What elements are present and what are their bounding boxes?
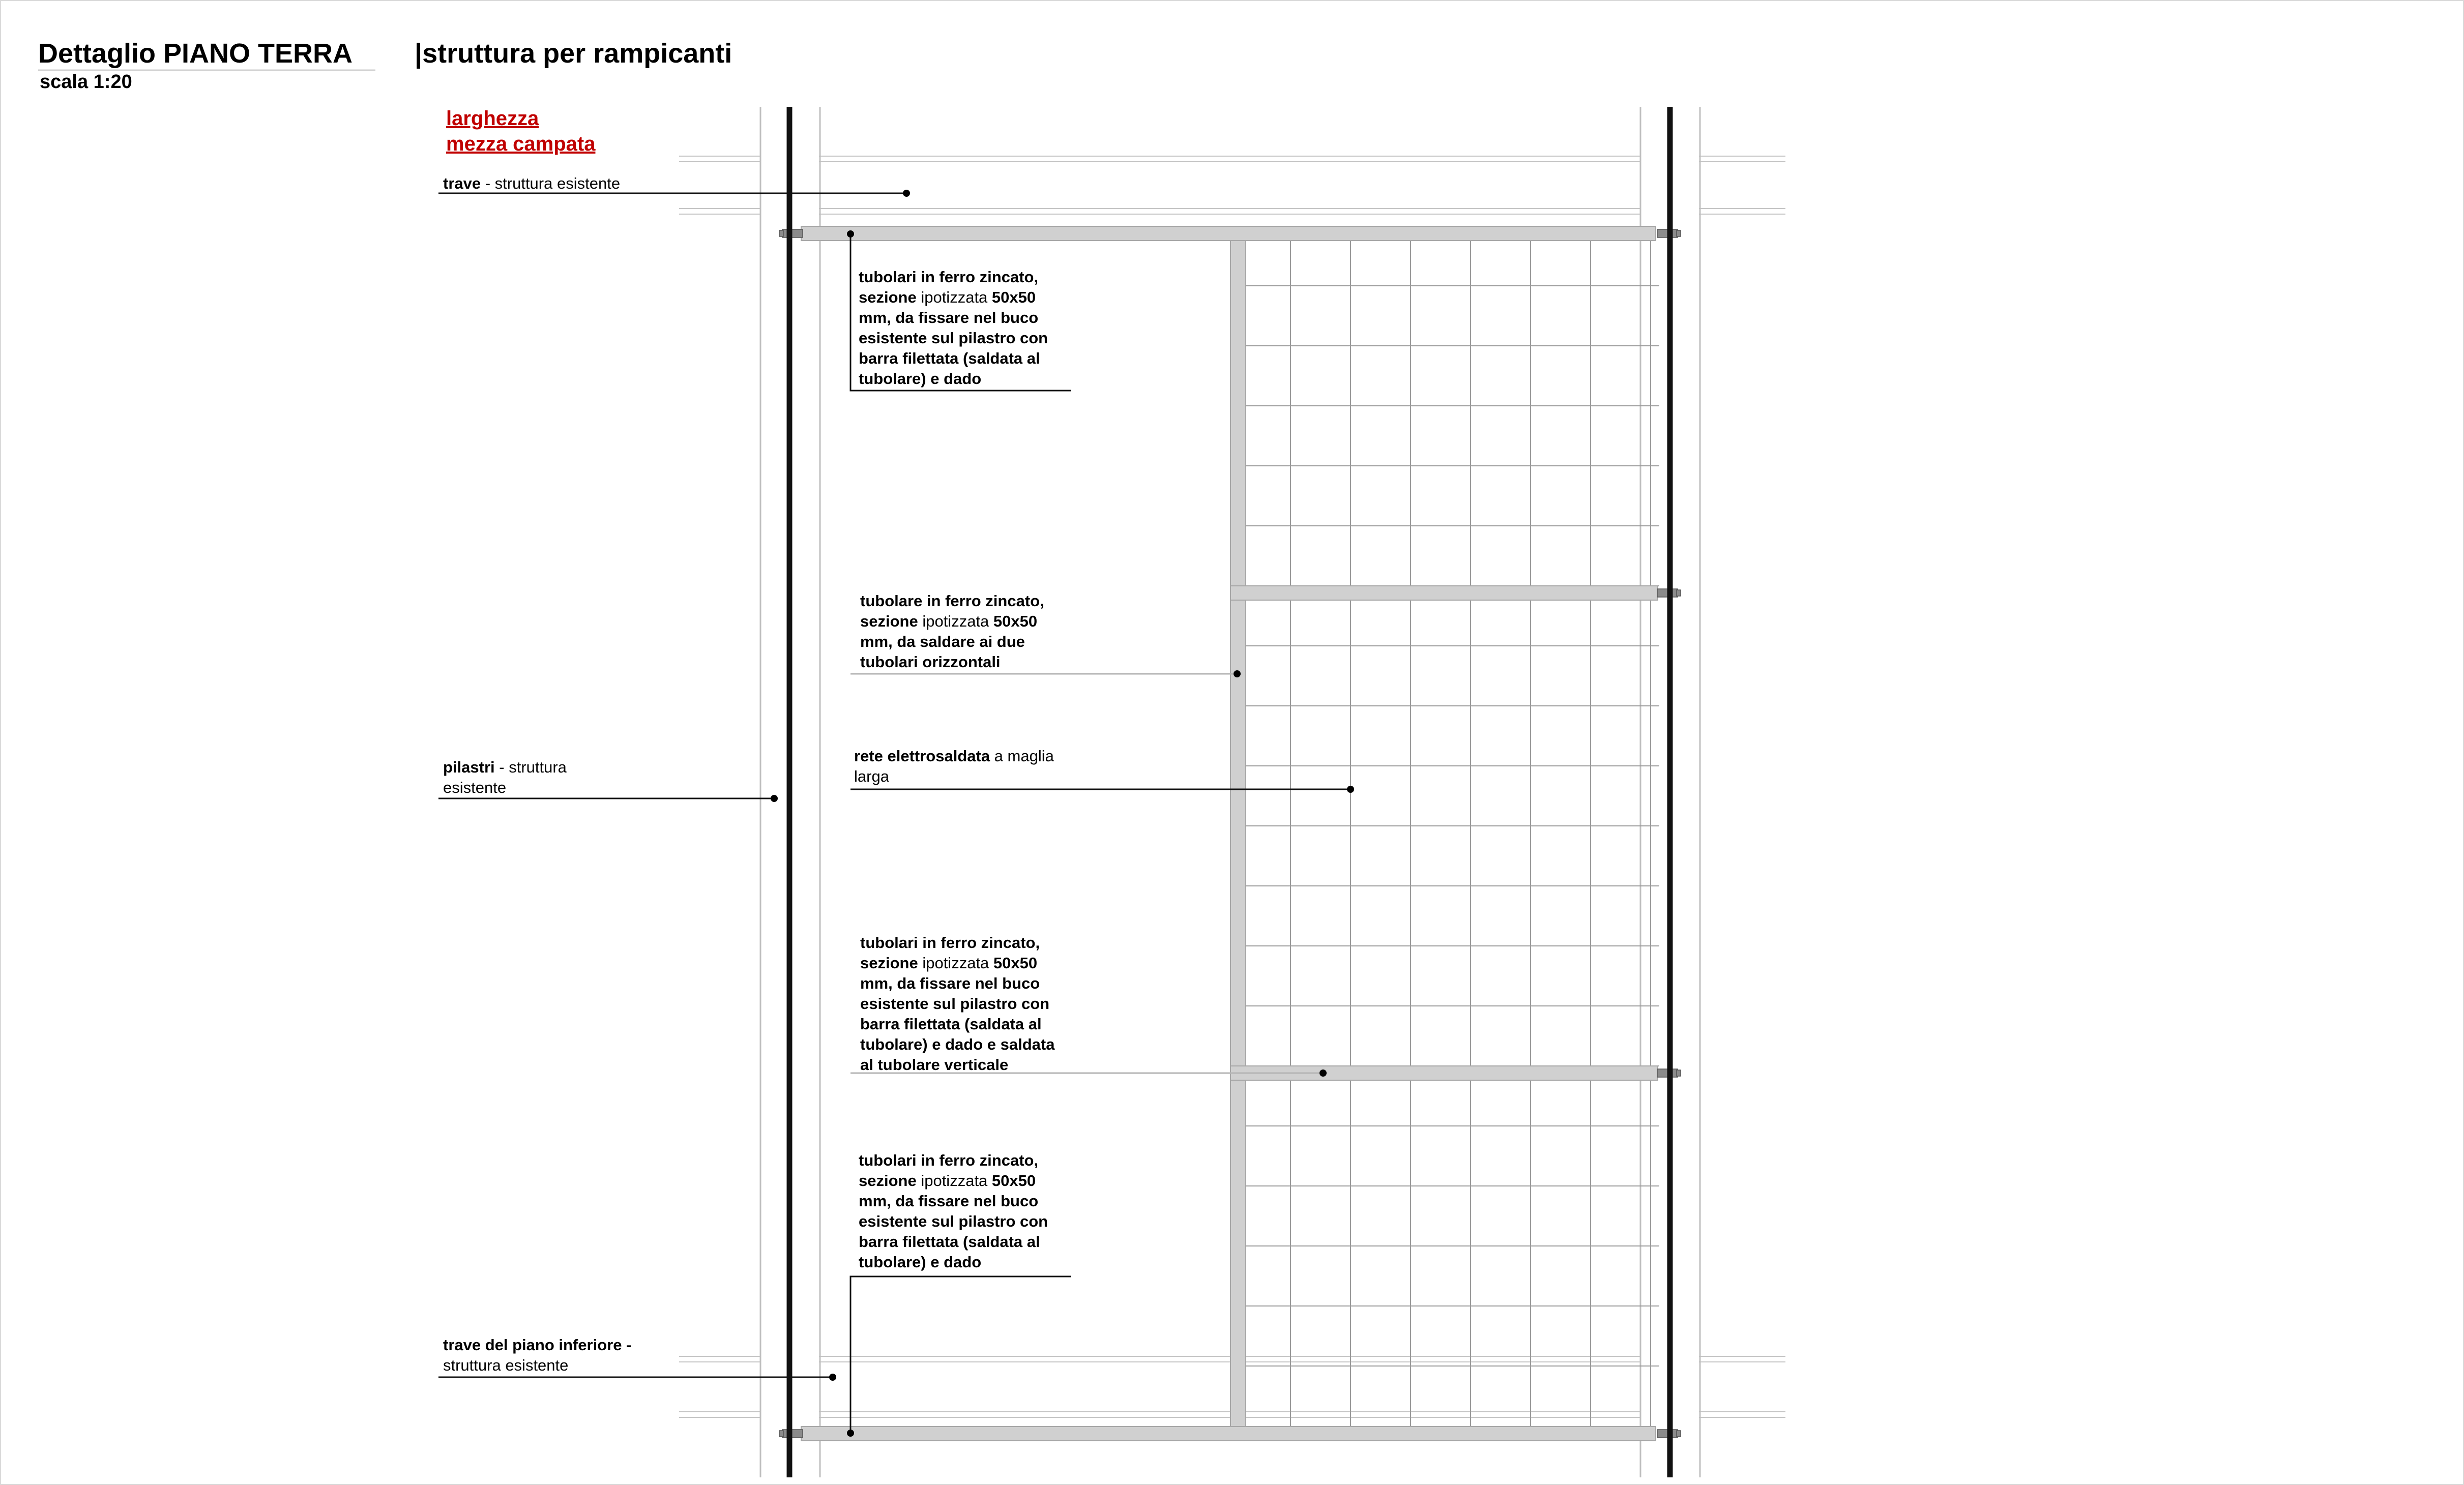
page-subtitle: |struttura per rampicanti — [415, 38, 732, 69]
note-line — [859, 1211, 1048, 1232]
note-tubolari-mid — [860, 933, 1054, 1075]
page-title: Dettaglio PIANO TERRA — [38, 38, 353, 69]
note-text: tubolare) e dado — [859, 1253, 982, 1271]
note-text: mm, da fissare nel buco — [860, 974, 1040, 992]
tube-horizontal-bottom — [801, 1427, 1656, 1441]
note-text: mm, da fissare nel buco — [859, 309, 1039, 326]
note-line — [860, 1055, 1054, 1075]
note-text: barra filettata (saldata al — [859, 1233, 1040, 1251]
note-text: tubolare) e dado e saldata — [860, 1035, 1055, 1053]
note-line — [859, 1171, 1048, 1191]
note-text: ipotizzata — [921, 288, 992, 306]
note-line — [859, 287, 1048, 308]
note-text: 50x50 — [993, 954, 1038, 972]
note-text: ipotizzata — [921, 1172, 992, 1190]
note-line — [860, 1014, 1054, 1034]
label-trave-bold: trave — [443, 174, 481, 192]
note-text: tubolare) e dado — [859, 370, 982, 388]
label-pilastri-rest: - struttura — [494, 758, 567, 776]
note-tubolari-top — [859, 267, 1048, 389]
note-line — [860, 933, 1054, 953]
label-pilastri-line2: esistente — [443, 779, 507, 796]
note-text: rete elettrosaldata — [854, 747, 990, 765]
note-text: tubolare in ferro zincato, — [860, 592, 1044, 610]
label-trave-rest: - struttura esistente — [481, 174, 621, 192]
note-text: tubolari orizzontali — [860, 653, 1001, 671]
note-text: barra filettata (saldata al — [859, 349, 1040, 367]
note-line — [860, 953, 1054, 973]
tube-horizontal-top — [801, 226, 1656, 241]
scale-label: scala 1:20 — [40, 71, 132, 93]
note-line — [859, 308, 1048, 328]
note-text: sezione — [859, 1172, 921, 1190]
note-text: barra filettata (saldata al — [860, 1015, 1042, 1033]
note-text: sezione — [859, 288, 921, 306]
note-line — [854, 766, 1054, 787]
note-text: 50x50 — [993, 612, 1038, 630]
note-text: esistente sul pilastro con — [859, 329, 1048, 347]
label-trave-inferiore — [443, 1335, 631, 1376]
span-width-line2: mezza campata — [446, 133, 596, 155]
note-line — [859, 1191, 1048, 1211]
note-line — [859, 1232, 1048, 1252]
note-text: esistente sul pilastro con — [860, 995, 1050, 1013]
note-line — [860, 973, 1054, 994]
note-line — [859, 1252, 1048, 1272]
note-text: al tubolare verticale — [860, 1056, 1009, 1074]
note-line — [860, 1034, 1054, 1055]
note-line — [860, 591, 1044, 611]
existing-beam-top — [679, 156, 1785, 214]
tube-horizontal-middle-1 — [1230, 586, 1658, 600]
note-line — [859, 348, 1048, 369]
note-tubolare-vertical — [860, 591, 1044, 672]
tube-vertical — [1230, 241, 1246, 1427]
note-text: tubolari in ferro zincato, — [859, 1151, 1039, 1169]
note-text: tubolari in ferro zincato, — [860, 934, 1040, 952]
label-trave-inferiore-line1: trave del piano inferiore - — [443, 1336, 632, 1354]
note-text: 50x50 — [991, 288, 1036, 306]
note-line — [859, 328, 1048, 348]
note-text: tubolari in ferro zincato, — [859, 268, 1039, 286]
note-text: larga — [854, 767, 889, 785]
note-line — [859, 1150, 1048, 1171]
label-pilastri-bold: pilastri — [443, 758, 495, 776]
note-text: a maglia — [990, 747, 1054, 765]
note-line — [860, 611, 1044, 632]
label-trave — [443, 173, 620, 194]
note-text: 50x50 — [991, 1172, 1036, 1190]
label-trave-inferiore-line2: struttura esistente — [443, 1356, 569, 1374]
welded-mesh — [1230, 227, 1659, 1429]
note-line — [860, 994, 1054, 1014]
span-width-line1: larghezza — [446, 107, 539, 130]
leader-tubolari-bottom — [850, 1276, 1071, 1433]
note-text: esistente sul pilastro con — [859, 1212, 1048, 1230]
note-text: ipotizzata — [922, 954, 993, 972]
note-text: ipotizzata — [922, 612, 993, 630]
note-rete — [854, 746, 1054, 787]
label-pilastri — [443, 757, 567, 798]
span-width-label — [446, 106, 595, 157]
note-line — [859, 369, 1048, 389]
note-line — [860, 652, 1044, 672]
note-line — [859, 267, 1048, 287]
note-text: mm, da fissare nel buco — [859, 1192, 1039, 1210]
note-text: mm, da saldare ai due — [860, 633, 1025, 650]
note-line — [854, 746, 1054, 766]
note-text: sezione — [860, 612, 923, 630]
note-line — [860, 632, 1044, 652]
note-text: sezione — [860, 954, 923, 972]
note-tubolari-bottom — [859, 1150, 1048, 1272]
